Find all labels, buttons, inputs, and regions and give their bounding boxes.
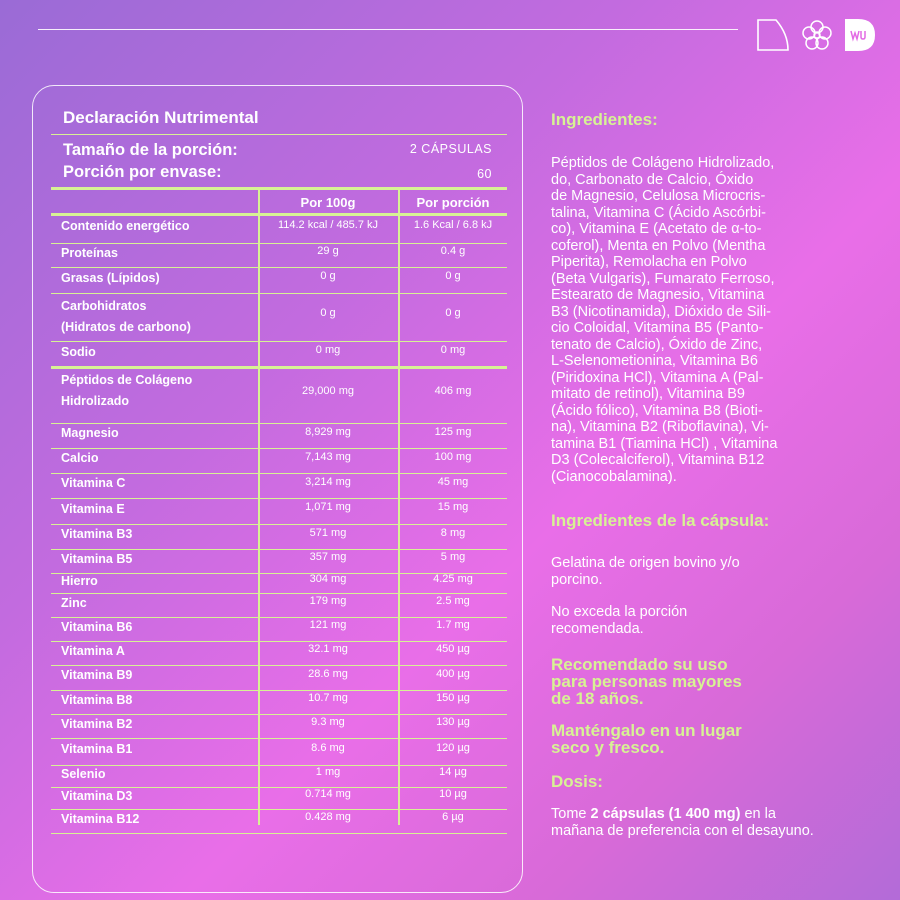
row-label-line: Hidrolizado <box>61 394 130 408</box>
row-label: Vitamina A <box>61 643 125 658</box>
value-per-serving: 450 µg <box>436 643 470 655</box>
value-per100g: 0 g <box>320 270 336 282</box>
value-per100g: 357 mg <box>309 551 347 563</box>
row-label: Contenido energético <box>61 219 190 233</box>
quarter-circle-logo-icon <box>756 18 790 52</box>
value-per100g: 1,071 mg <box>305 501 351 513</box>
value-per-serving: 100 mg <box>434 450 472 463</box>
row-label: Vitamina B1 <box>61 742 133 756</box>
capsule-text <box>551 555 871 588</box>
value-per100g: 3,214 mg <box>305 475 351 488</box>
serving-size-label: Tamaño de la porción: <box>63 141 238 159</box>
ingredients-line: tenato de Calcio), Óxido de Zinc, <box>551 336 763 353</box>
value-per-serving: 0 g <box>445 307 461 319</box>
value-per100g: 9.3 mg <box>311 716 345 728</box>
row-divider <box>51 341 507 342</box>
row-divider <box>51 293 507 294</box>
capsule-section <box>551 512 871 529</box>
capsule-line: Gelatina de origen bovino y/o <box>551 555 740 571</box>
value-per-serving: 1.6 Kcal / 6.8 kJ <box>413 218 493 231</box>
dosis-text <box>551 806 881 839</box>
row-label-line: Carbohidratos <box>61 299 147 313</box>
row-label: Hierro <box>61 573 98 588</box>
ingredients-line: de Magnesio, Celulosa Microcris- <box>551 188 766 204</box>
value-per100g: 571 mg <box>309 526 347 539</box>
row-label: Vitamina B3 <box>61 527 133 541</box>
ingredients-text <box>551 155 871 485</box>
row-label: Vitamina B8 <box>61 692 133 707</box>
value-per100g: 8.6 mg <box>311 741 345 754</box>
capsule-line: porcino. <box>551 571 603 588</box>
row-label: Sodio <box>61 344 96 359</box>
row-label: Selenio <box>61 766 106 781</box>
row-label: Vitamina B5 <box>61 551 133 566</box>
servings-value: 60 <box>477 167 492 181</box>
row-label: Zinc <box>61 595 87 610</box>
top-divider <box>38 29 738 30</box>
wu-d-logo-icon <box>844 18 876 52</box>
row-label <box>61 296 191 338</box>
row-label: Magnesio <box>61 426 119 440</box>
dosis-section <box>551 773 871 790</box>
ingredients-line: Piperita), Remolacha en Polvo <box>551 254 747 270</box>
ingredients-line: L-Selenometionina, Vitamina B6 <box>551 353 758 369</box>
value-per100g: 8,929 mg <box>305 425 351 438</box>
dosis-line <box>551 806 881 823</box>
nutrition-panel <box>32 85 523 893</box>
row-label: Vitamina B12 <box>61 811 140 826</box>
value-per100g: 29,000 mg <box>302 385 354 397</box>
value-per-serving: 120 µg <box>436 741 470 754</box>
value-per-serving: 130 µg <box>436 716 470 728</box>
value-per-serving: 0.4 g <box>440 245 466 257</box>
flower-logo-icon <box>800 18 834 52</box>
warning-line: de 18 años. <box>551 689 644 708</box>
value-per-serving: 4.25 mg <box>433 573 473 585</box>
row-divider <box>51 366 507 369</box>
value-per-serving: 6 µg <box>442 811 464 823</box>
ingredients-line: (Ácido fólico), Vitamina B8 (Bioti- <box>551 402 763 419</box>
row-label: Vitamina B2 <box>61 716 133 731</box>
servings-label: Porción por envase: <box>63 163 222 181</box>
row-label: Vitamina B9 <box>61 668 133 682</box>
value-per100g: 304 mg <box>309 573 347 585</box>
serving-size-value: 2 CÁPSULAS <box>409 142 492 156</box>
warning-line: seco y fresco. <box>551 738 665 757</box>
row-label-line: Péptidos de Colágeno <box>61 373 193 387</box>
value-per-serving: 15 mg <box>437 501 469 513</box>
brand-logos <box>756 18 876 52</box>
storage-warning <box>551 722 871 756</box>
value-per100g: 0.714 mg <box>305 788 351 800</box>
value-per-serving: 125 mg <box>434 425 472 438</box>
value-per100g: 7,143 mg <box>305 450 351 463</box>
header-per-serving: Por porción <box>416 195 490 210</box>
row-divider <box>51 593 507 594</box>
warning-line: Recomendado su uso <box>551 655 728 674</box>
value-per-serving: 10 µg <box>439 788 467 800</box>
value-per-serving: 0 mg <box>440 344 466 356</box>
note-line: recomendada. <box>551 620 644 637</box>
value-per-serving: 1.7 mg <box>436 619 470 631</box>
row-label: Vitamina C <box>61 476 126 490</box>
ingredients-line: D3 (Colecalciferol), Vitamina B12 <box>551 452 765 468</box>
row-divider <box>51 423 507 424</box>
ingredients-line: co), Vitamina E (Acetato de α-to- <box>551 221 762 237</box>
ingredients-line: mitato de retinol), Vitamina B9 <box>551 386 745 402</box>
value-per100g: 32.1 mg <box>308 643 348 655</box>
value-per-serving: 400 µg <box>436 667 470 680</box>
ingredients-line: Péptidos de Colágeno Hidrolizado, <box>551 155 775 171</box>
value-per100g: 28.6 mg <box>308 667 348 680</box>
note-line: No exceda la porción <box>551 604 688 620</box>
ingredients-heading <box>551 111 871 128</box>
value-per-serving: 2.5 mg <box>436 595 470 607</box>
row-label: Vitamina B6 <box>61 619 133 634</box>
ingredients-line: (Cianocobalamina). <box>551 468 677 485</box>
row-label: Calcio <box>61 451 99 465</box>
value-per100g: 121 mg <box>309 619 347 631</box>
row-label <box>61 370 192 412</box>
value-per-serving: 406 mg <box>434 385 472 397</box>
warning-line: para personas mayores <box>551 672 742 691</box>
capsule-heading: Ingredientes de la cápsula: <box>551 511 770 530</box>
warning-line: Manténgalo en un lugar <box>551 721 742 740</box>
ingredients-title: Ingredientes: <box>551 110 658 129</box>
value-per100g: 10.7 mg <box>308 692 348 704</box>
row-divider <box>51 833 507 834</box>
ingredients-line: talina, Vitamina C (Ácido Ascórbi- <box>551 204 766 221</box>
ingredients-line: na), Vitamina B2 (Riboflavina), Vi- <box>551 419 769 435</box>
dosis-heading: Dosis: <box>551 772 603 791</box>
value-per-serving: 45 mg <box>437 475 469 488</box>
ingredients-line: Estearato de Magnesio, Vitamina <box>551 287 765 303</box>
ingredients-line: tamina B1 (Tiamina HCl) , Vitamina <box>551 435 778 452</box>
ingredients-line: (Beta Vulgaris), Fumarato Ferroso, <box>551 270 775 287</box>
value-per100g: 179 mg <box>309 595 347 607</box>
ingredients-line: (Piridoxina HCl), Vitamina A (Pal- <box>551 369 764 386</box>
value-per-serving: 5 mg <box>440 551 466 563</box>
row-divider <box>51 243 507 244</box>
age-warning <box>551 656 871 707</box>
value-per-serving: 14 µg <box>439 766 467 778</box>
value-per100g: 1 mg <box>315 766 341 778</box>
dosis-post: en la <box>740 806 776 822</box>
ingredients-line: do, Carbonato de Calcio, Óxido <box>551 171 754 188</box>
header-per100g: Por 100g <box>300 195 356 210</box>
row-divider <box>51 448 507 449</box>
dosis-line2: mañana de preferencia con el desayuno. <box>551 822 814 839</box>
dosis-pre: Tome <box>551 806 591 822</box>
row-label: Vitamina D3 <box>61 788 133 803</box>
value-per100g: 114.2 kcal / 485.7 kJ <box>277 218 379 231</box>
value-per100g: 29 g <box>317 245 339 257</box>
dosis-amount: 2 cápsulas (1 400 mg) <box>590 806 741 822</box>
row-label: Vitamina E <box>61 501 125 516</box>
value-per-serving: 0 g <box>445 270 461 282</box>
ingredients-line: cio Coloidal, Vitamina B5 (Panto- <box>551 320 764 336</box>
value-per-serving: 150 µg <box>436 692 470 704</box>
ingredients-line: B3 (Nicotinamida), Dióxido de Sili- <box>551 303 771 320</box>
row-label: Grasas (Lípidos) <box>61 270 160 285</box>
dose-note <box>551 604 871 637</box>
row-label-line: (Hidratos de carbono) <box>61 320 191 334</box>
value-per100g: 0 g <box>320 307 336 319</box>
ingredients-line: coferol), Menta en Polvo (Mentha <box>551 237 766 254</box>
value-per100g: 0.428 mg <box>305 811 351 823</box>
divider-thick <box>51 187 507 190</box>
divider <box>51 134 507 135</box>
panel-title: Declaración Nutrimental <box>63 108 259 127</box>
row-label: Proteínas <box>61 245 118 260</box>
value-per-serving: 8 mg <box>440 526 466 539</box>
value-per100g: 0 mg <box>315 344 341 356</box>
